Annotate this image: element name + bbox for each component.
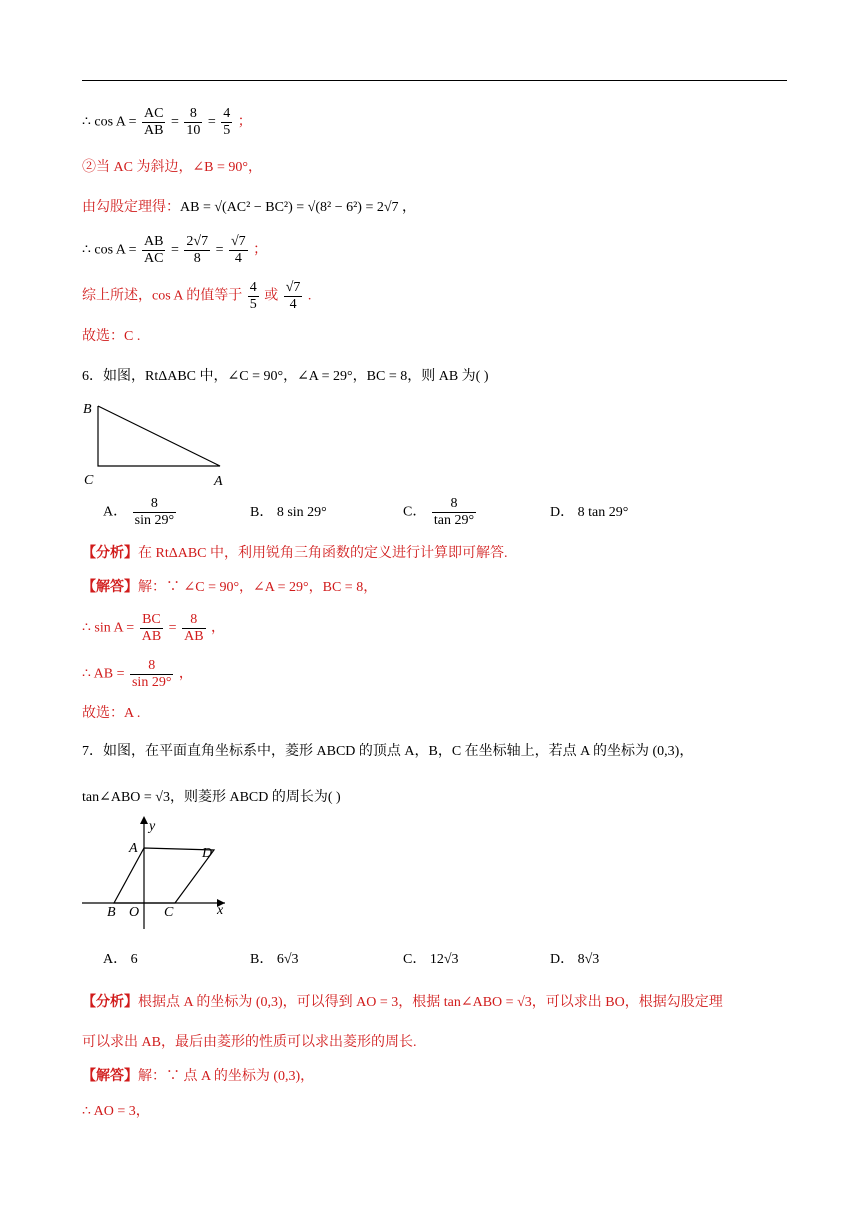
triangle-abc [98,406,220,466]
vertex-c-label: C [164,905,174,920]
cos-a-line-1: ∴ cos A = $\frac{AC}{AB}$ = $\frac{8}{10}$ = $\frac{4}{5}$ ； [82,106,252,138]
q6-ab-line: ∴ AB = $\frac{8}{\sin 29^\circ}$ ， [82,658,193,690]
axis-x-label: x [217,903,224,918]
q7-option-d[interactable]: D． 8√3 [550,952,600,967]
q6-analysis: 【分析】在 RtΔABC 中，利用锐角三角函数的定义进行计算即可解答. [82,546,508,561]
choose-c-line: 故选：C . [82,329,141,344]
q7-option-b[interactable]: B． 6√3 [250,952,299,967]
q7-option-a[interactable]: A． 6 [103,952,138,967]
q6-answer-line-1: 【解答】解：∵ ∠C = 90°，∠A = 29°，BC = 8， [82,580,378,595]
q7-rhombus-figure [80,814,240,934]
q7-answer-line-1: 【解答】解：∵ 点 A 的坐标为 (0,3)， [82,1069,315,1084]
header-rule [82,80,787,81]
vertex-d-label: D [202,846,213,861]
q7-analysis-line-1: 【分析】根据点 A 的坐标为 (0,3)，可以得到 AO = 3，根据 tan∠ABO = √3，可以求出 BO，根据勾股定理 [82,995,723,1010]
vertex-b-label: B [107,905,116,920]
q7-stem-1: 7．如图，在平面直角坐标系中，菱形 ABCD 的顶点 A，B，C 在坐标轴上，若点 A 的坐标为 (0,3)， [82,744,694,759]
origin-o-label: O [129,905,140,920]
q6-option-c[interactable]: C． $\frac{8}{\tan 29^\circ}$ [403,496,475,528]
vertex-c-label: C [84,473,94,488]
vertex-b-label: B [83,402,92,417]
cos-a-line-2: ∴ cos A = $\frac{AB}{AC}$ = $\frac{2√7}{8}$ = $\frac{√7}{4}$ ； [82,234,268,266]
y-axis-arrow [140,816,148,824]
case-two-line: ②当 AC 为斜边，∠B = 90°， [82,160,263,175]
pythagoras-line: 由勾股定理得：AB = √(AC² − BC²) = √(8² − 6²) = 2√7 ， [82,200,417,215]
q6-choose: 故选：A . [82,706,141,721]
axis-y-label: y [149,819,156,834]
summary-line: 综上所述，cos A 的值等于 $\frac{4}{5}$ 或 $\frac{√7}{4}$ . [82,280,312,312]
q7-analysis-line-2: 可以求出 AB，最后由菱形的性质可以求出菱形的周长. [82,1035,417,1050]
q7-option-c[interactable]: C． 12√3 [403,952,459,967]
vertex-a-label: A [129,841,138,856]
q6-option-b[interactable]: B． 8 sin 29° [250,505,327,520]
q6-sin-line: ∴ sin A = $\frac{BC}{AB}$ = $\frac{8}{AB}$ ， [82,612,226,644]
q7-answer-line-2: ∴ AO = 3， [82,1104,150,1119]
q7-stem-2: tan∠ABO = √3，则菱形 ABCD 的周长为( ) [82,790,341,805]
rhombus-abcd [114,848,214,903]
q6-stem: 6．如图，RtΔABC 中，∠C = 90°，∠A = 29°，BC = 8，则 AB 为( ) [82,369,489,384]
q6-option-d[interactable]: D． 8 tan 29° [550,505,629,520]
q6-triangle-figure [80,396,240,492]
vertex-a-label: A [214,474,223,489]
q6-option-a[interactable]: A． $\frac{8}{\sin 29^\circ}$ [103,496,175,528]
